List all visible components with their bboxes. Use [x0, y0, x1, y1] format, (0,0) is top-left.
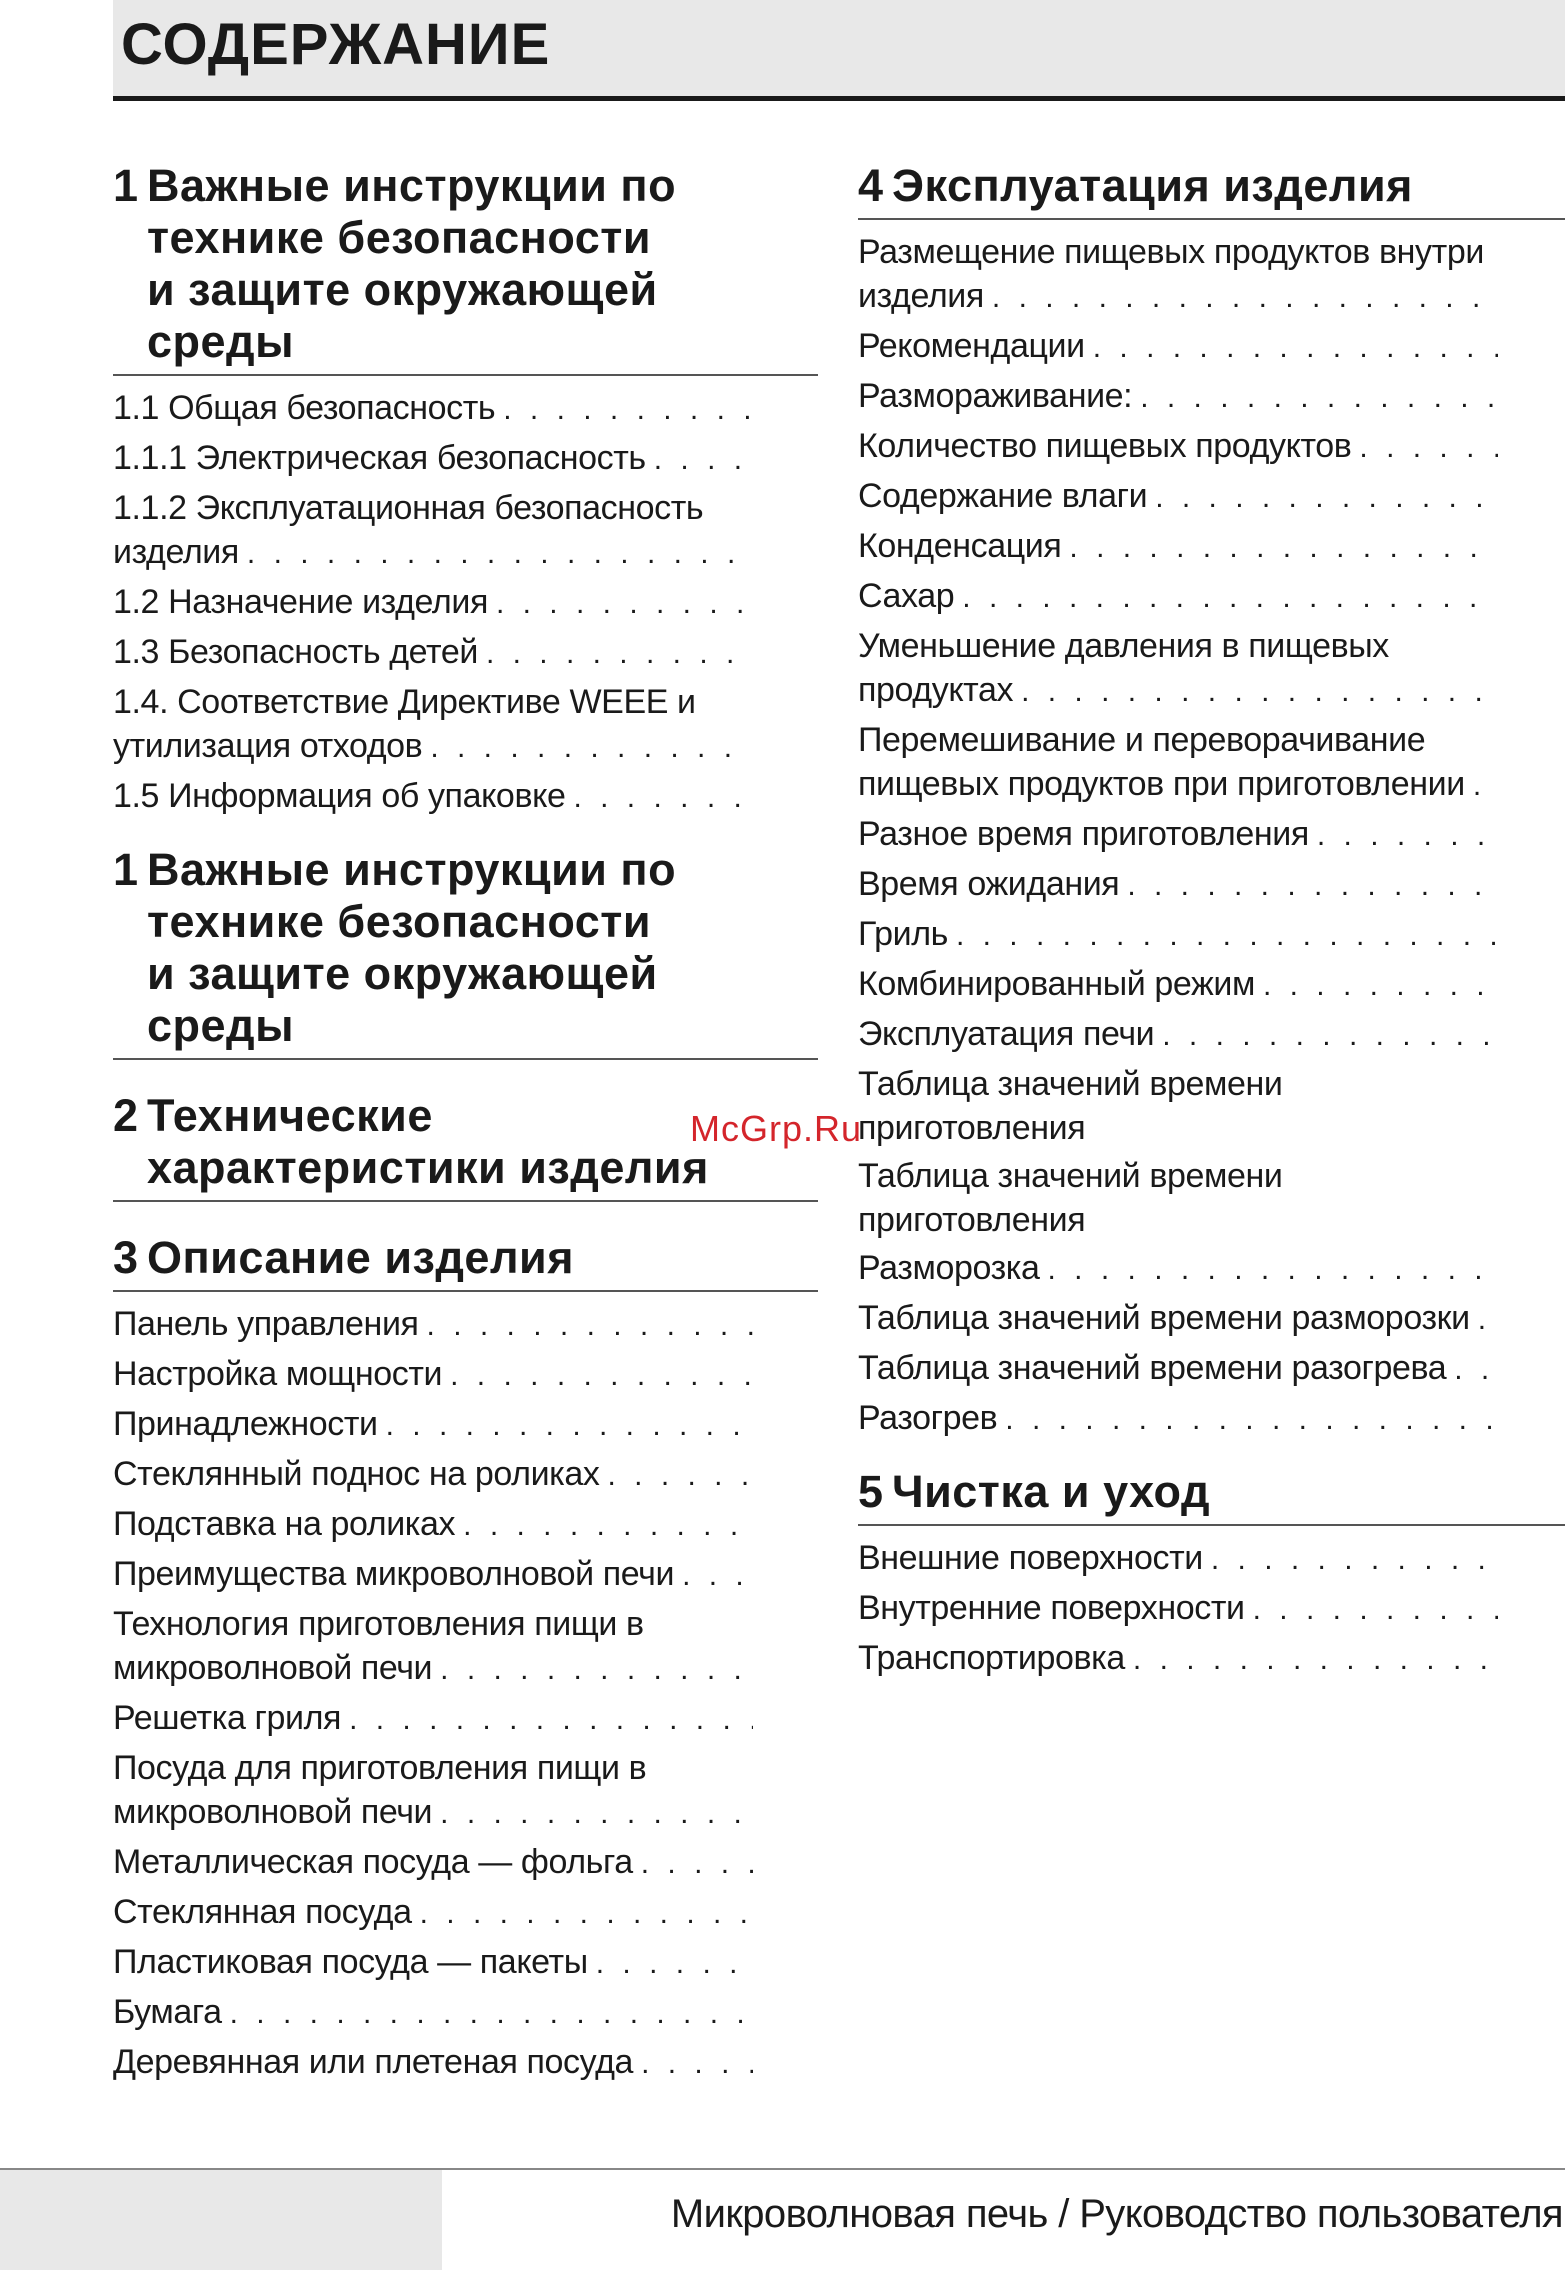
- section-title: [147, 844, 676, 1052]
- toc-entry-label: Уменьшение давления в пищевых: [858, 627, 1389, 665]
- toc-entry-label: продуктах: [858, 671, 1014, 709]
- section-number: 2: [113, 1090, 139, 1141]
- toc-entry-label: 1.1.1 Электрическая безопасность: [113, 439, 646, 477]
- toc-entry-label: Гриль: [858, 915, 948, 953]
- toc-entry[interactable]: [113, 434, 753, 484]
- toc-entry[interactable]: [113, 2038, 753, 2088]
- section-heading-5: [858, 1466, 1565, 1526]
- toc-entry[interactable]: [858, 960, 1498, 1010]
- toc-entry[interactable]: [113, 484, 753, 578]
- toc-entry-label: Панель управления: [113, 1305, 419, 1343]
- toc-entry[interactable]: [858, 860, 1498, 910]
- toc-entry-label: Сахар: [858, 577, 955, 615]
- toc-leader-dots: [496, 582, 753, 626]
- toc-leader-dots: [1093, 326, 1498, 370]
- toc-leader-dots: [427, 1304, 753, 1348]
- toc-entry-label: пищевых продуктов при приготовлении: [858, 765, 1465, 803]
- toc-entry-label: Перемешивание и переворачивание: [858, 721, 1426, 759]
- toc-entry-label: Деревянная или плетеная посуда: [113, 2043, 634, 2081]
- toc-entry-label: 1.3 Безопасность детей: [113, 633, 478, 671]
- toc-entry-label: Внутренние поверхности: [858, 1589, 1245, 1627]
- toc-entry[interactable]: [858, 910, 1498, 960]
- toc-entry-label: изделия: [858, 277, 984, 315]
- toc-entry-label: Внешние поверхности: [858, 1539, 1203, 1577]
- toc-leader-dots: [1005, 1398, 1498, 1442]
- toc-entry[interactable]: [113, 1450, 753, 1500]
- toc-entry[interactable]: [113, 1744, 753, 1838]
- toc-entry-label: Количество пищевых продуктов: [858, 427, 1352, 465]
- toc-leader-dots: [349, 1698, 753, 1742]
- toc-leader-dots: [682, 1554, 753, 1598]
- toc-leader-dots: [386, 1404, 753, 1448]
- toc-entry[interactable]: [858, 1584, 1498, 1634]
- section-title-line: Важные инструкции по: [147, 844, 677, 895]
- toc-entry-label: Таблица значений времени приготовления: [858, 1157, 1283, 1239]
- toc-leader-dots: [440, 1648, 753, 1692]
- toc-entry[interactable]: [858, 1010, 1498, 1060]
- toc-leader-dots: [573, 776, 753, 820]
- toc-entry[interactable]: [858, 228, 1498, 322]
- toc-entry[interactable]: [858, 1634, 1498, 1684]
- toc-entry-label: Принадлежности: [113, 1405, 378, 1443]
- toc-entry[interactable]: [858, 1344, 1498, 1394]
- toc-entry[interactable]: [858, 716, 1498, 810]
- toc-leader-dots: [450, 1354, 753, 1398]
- toc-entry[interactable]: [858, 622, 1498, 716]
- toc-entry-label: Настройка мощности: [113, 1355, 443, 1393]
- toc-entry[interactable]: [113, 1988, 753, 2038]
- section-number: 3: [113, 1232, 139, 1283]
- toc-entry-label: Металлическая посуда — фольга: [113, 1843, 633, 1881]
- toc-entry-label: Посуда для приготовления пищи в: [113, 1749, 647, 1787]
- toc-leader-dots: [1127, 864, 1498, 908]
- toc-leader-dots: [1140, 376, 1498, 420]
- toc-leader-dots: [641, 1842, 753, 1886]
- toc-entry-label: Разогрев: [858, 1399, 998, 1437]
- toc-entry[interactable]: [113, 772, 753, 822]
- toc-entry-label: Конденсация: [858, 527, 1062, 565]
- toc-entry[interactable]: [858, 1152, 1498, 1244]
- toc-leader-dots: [1478, 1298, 1498, 1342]
- section-title-line: и защите окружающей: [147, 948, 658, 999]
- toc-leader-dots: [1317, 814, 1498, 858]
- toc-right-column: [858, 160, 1565, 1684]
- toc-entry-label: Размещение пищевых продуктов внутри: [858, 233, 1484, 271]
- footer-document-title: Микроволновая печь / Руководство пользователя: [670, 2192, 1563, 2236]
- section-title-line: Технические: [147, 1090, 433, 1141]
- toc-entry[interactable]: [858, 372, 1498, 422]
- toc-entry-label: Бумага: [113, 1993, 222, 2031]
- toc-leader-dots: [1021, 670, 1498, 714]
- toc-entry[interactable]: [113, 1838, 753, 1888]
- toc-entry[interactable]: [858, 522, 1498, 572]
- toc-entry[interactable]: [858, 1294, 1498, 1344]
- toc-leader-dots: [1048, 1248, 1498, 1292]
- toc-entry[interactable]: [113, 1600, 753, 1694]
- toc-leader-dots: [641, 2042, 753, 2086]
- toc-entry[interactable]: [858, 472, 1498, 522]
- section-title-line: технике безопасности: [147, 212, 651, 263]
- toc-leader-dots: [247, 532, 753, 576]
- toc-entry-label: изделия: [113, 533, 239, 571]
- toc-leader-dots: [1069, 526, 1498, 570]
- section-number: 5: [858, 1466, 884, 1517]
- section-title: Эксплуатация изделия: [892, 160, 1413, 211]
- section-title: [147, 1090, 709, 1194]
- toc-leader-dots: [596, 1942, 753, 1986]
- toc-entry-label: 1.1 Общая безопасность: [113, 389, 496, 427]
- section-title-line: среды: [147, 316, 295, 367]
- section-title-line: Важные инструкции по: [147, 160, 677, 211]
- toc-entry[interactable]: [113, 1400, 753, 1450]
- toc-leader-dots: [1253, 1588, 1498, 1632]
- toc-leader-dots: [440, 1792, 753, 1836]
- toc-entry-label: Эксплуатация печи: [858, 1015, 1155, 1053]
- toc-entry[interactable]: [113, 678, 753, 772]
- toc-entry[interactable]: [113, 628, 753, 678]
- toc-leader-dots: [1454, 1348, 1498, 1392]
- footer-divider: [442, 2168, 1565, 2170]
- toc-entry-label: утилизация отходов: [113, 727, 423, 765]
- toc-entry-label: Разное время приготовления: [858, 815, 1309, 853]
- section-title-line: и защите окружающей: [147, 264, 658, 315]
- toc-entry[interactable]: [113, 1300, 753, 1350]
- section-title-line: технике безопасности: [147, 896, 651, 947]
- toc-entry[interactable]: [113, 1694, 753, 1744]
- toc-entry-label: Время ожидания: [858, 865, 1120, 903]
- toc-entry-label: Решетка гриля: [113, 1699, 342, 1737]
- toc-entry[interactable]: [858, 1244, 1498, 1294]
- toc-leader-dots: [1263, 964, 1498, 1008]
- toc-entry-label: Размораживание:: [858, 377, 1133, 415]
- section-title: Описание изделия: [147, 1232, 574, 1283]
- toc-leader-dots: [1473, 764, 1498, 808]
- toc-entry-label: Таблица значений времени приготовления: [858, 1065, 1283, 1147]
- section-number: 4: [858, 160, 884, 211]
- toc-entry-label: Подставка на роликах: [113, 1505, 456, 1543]
- section-title-line: среды: [147, 1000, 295, 1051]
- watermark-text: McGrp.Ru: [690, 1108, 863, 1149]
- toc-entry[interactable]: [858, 1060, 1498, 1152]
- toc-leader-dots: [430, 726, 753, 770]
- toc-entry-label: Комбинированный режим: [858, 965, 1255, 1003]
- toc-entry[interactable]: [858, 1394, 1498, 1444]
- toc-entry-label: микроволновой печи: [113, 1793, 433, 1831]
- page-title: СОДЕРЖАНИЕ: [121, 12, 551, 77]
- toc-leader-dots: [420, 1892, 753, 1936]
- toc-entry-label: 1.5 Информация об упаковке: [113, 777, 566, 815]
- toc-entry-label: Транспортировка: [858, 1639, 1125, 1677]
- toc-leader-dots: [1359, 426, 1498, 470]
- toc-entry[interactable]: [113, 1350, 753, 1400]
- toc-entry-label: Стеклянная посуда: [113, 1893, 412, 1931]
- toc-entry-label: 1.2 Назначение изделия: [113, 583, 488, 621]
- toc-leader-dots: [1133, 1638, 1498, 1682]
- section-heading-3: [113, 1232, 818, 1292]
- toc-entry-label: Таблица значений времени разморозки: [858, 1299, 1470, 1337]
- toc-entry[interactable]: [858, 422, 1498, 472]
- toc-entry[interactable]: [858, 572, 1498, 622]
- footer-band: [0, 2168, 442, 2270]
- section-number: 1: [113, 160, 139, 211]
- toc-entry[interactable]: [113, 1550, 753, 1600]
- header-band: [113, 0, 1565, 101]
- toc-entry[interactable]: [113, 1888, 753, 1938]
- section-heading-1a: [113, 160, 818, 376]
- toc-leader-dots: [956, 914, 1498, 958]
- toc-entry-label: Разморозка: [858, 1249, 1040, 1287]
- section-heading-4: [858, 160, 1565, 220]
- toc-leader-dots: [962, 576, 1498, 620]
- toc-entry-label: Стеклянный поднос на роликах: [113, 1455, 600, 1493]
- toc-entry[interactable]: [113, 1500, 753, 1550]
- toc-leader-dots: [503, 388, 753, 432]
- toc-leader-dots: [608, 1454, 754, 1498]
- toc-leader-dots: [230, 1992, 753, 2036]
- section-title-line: характеристики изделия: [147, 1142, 709, 1193]
- toc-entry-label: Преимущества микроволновой печи: [113, 1555, 675, 1593]
- section-title: [147, 160, 676, 368]
- toc-leader-dots: [1155, 476, 1498, 520]
- toc-entry-label: 1.4. Соответствие Директиве WEEE и: [113, 683, 696, 721]
- toc-entry-label: Технология приготовления пищи в: [113, 1605, 644, 1643]
- toc-leader-dots: [992, 276, 1498, 320]
- toc-entry[interactable]: [113, 578, 753, 628]
- toc-entry[interactable]: [113, 1938, 753, 1988]
- toc-leader-dots: [486, 632, 753, 676]
- toc-leader-dots: [654, 438, 753, 482]
- toc-leader-dots: [1162, 1014, 1498, 1058]
- toc-leader-dots: [1211, 1538, 1498, 1582]
- toc-entry-label: микроволновой печи: [113, 1649, 433, 1687]
- toc-entry[interactable]: [858, 810, 1498, 860]
- toc-entry-label: Рекомендации: [858, 327, 1085, 365]
- section-number: 1: [113, 844, 139, 895]
- toc-entry-label: Пластиковая посуда — пакеты: [113, 1943, 588, 1981]
- toc-entry[interactable]: [858, 1534, 1498, 1584]
- toc-entry-label: Содержание влаги: [858, 477, 1148, 515]
- section-heading-1b: [113, 844, 818, 1060]
- toc-entry[interactable]: [113, 384, 753, 434]
- toc-leader-dots: [463, 1504, 753, 1548]
- toc-entry-label: Таблица значений времени разогрева: [858, 1349, 1447, 1387]
- toc-entry-label: 1.1.2 Эксплуатационная безопасность: [113, 489, 704, 527]
- toc-entry[interactable]: [858, 322, 1498, 372]
- section-title: Чистка и уход: [892, 1466, 1211, 1517]
